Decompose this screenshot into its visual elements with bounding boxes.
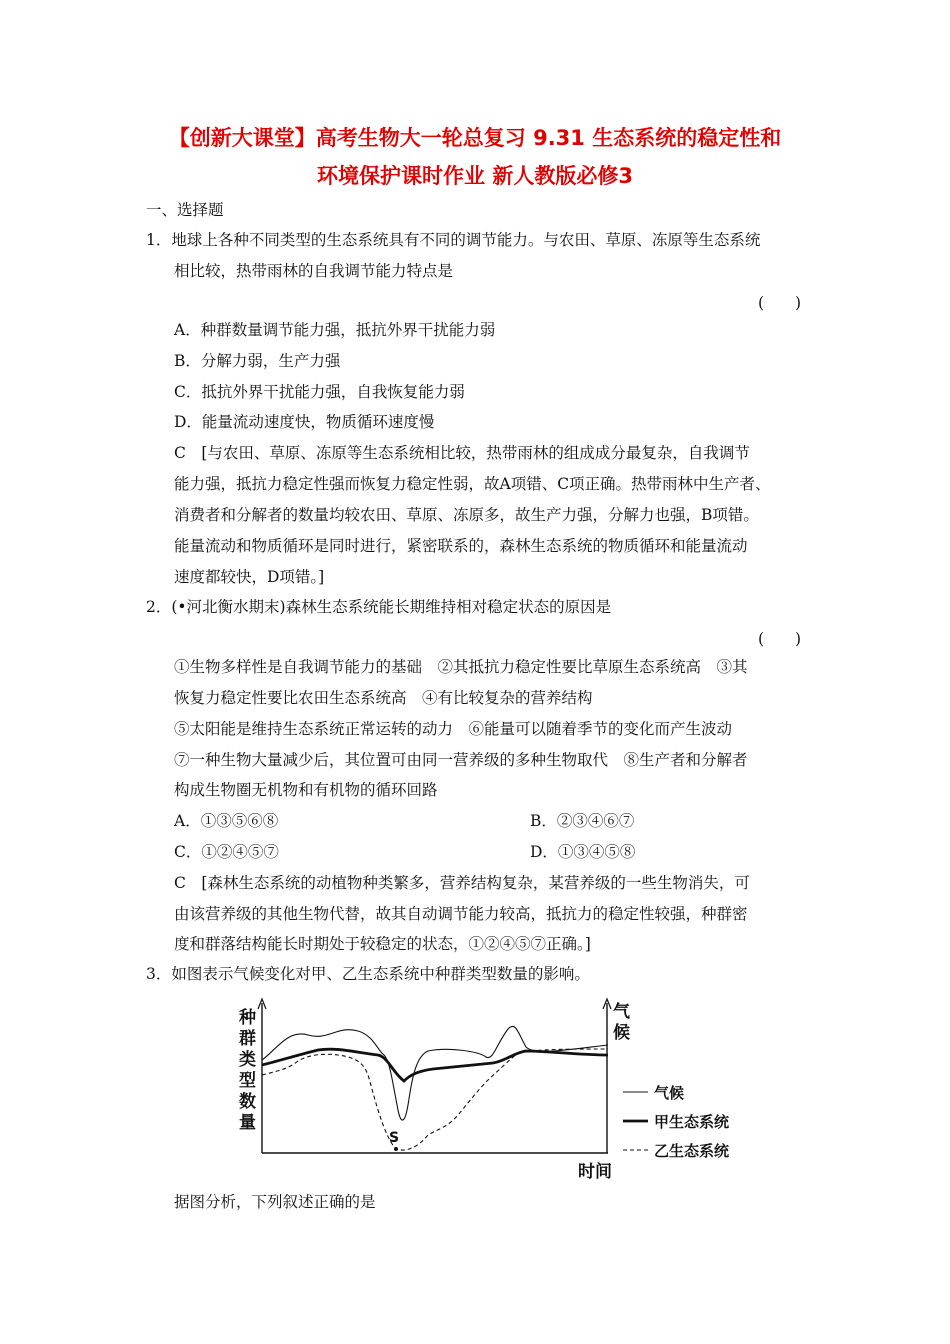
q2-explanation-line3: 度和群落结构能长时期处于较稳定的状态，①②④⑤⑦正确。] [174, 935, 591, 953]
legend-climate-label: 气候 [654, 1084, 685, 1102]
q2-item-line1: ①生物多样性是自我调节能力的基础 ②其抵抗力稳定性要比草原生态系统高 ③其 [174, 658, 748, 676]
q2-item-line2: 恢复力稳定性要比农田生态系统高 ④有比较复杂的营养结构 [174, 689, 593, 707]
q1-explanation-line5: 速度都较快，D项错。] [174, 568, 325, 586]
q2-option-a: A．①③⑤⑥⑧ [174, 812, 279, 830]
q2-explanation-line1: C [森林生态系统的动植物种类繁多，营养结构复杂，某营养级的一些生物消失，可 [174, 874, 750, 892]
q1-option-b: B．分解力弱，生产力强 [174, 352, 341, 370]
q2-item-line4: ⑦一种生物大量减少后，其位置可由同一营养级的多种生物取代 ⑧生产者和分解者 [174, 751, 748, 769]
q3-followup: 据图分析，下列叙述正确的是 [174, 1193, 376, 1211]
axis-label-char: 气 [613, 1002, 630, 1022]
series-ecosystem-yi-line [262, 1049, 608, 1150]
climate-ecosystem-chart [228, 995, 768, 1185]
q2-option-c: C．①②④⑤⑦ [174, 843, 279, 861]
axis-label-char: 候 [613, 1023, 630, 1043]
q1-explanation-line3: 消费者和分解者的数量均较农田、草原、冻原多，故生产力强，分解力也强，B项错。 [174, 506, 759, 524]
x-axis-label: 时间 [578, 1162, 612, 1182]
doc-title-line1: 【创新大课堂】高考生物大一轮总复习 9.31 生态系统的稳定性和 [168, 126, 782, 150]
legend-ecosystem-jia-label: 甲生态系统 [654, 1113, 730, 1131]
y-axis-right-label [613, 1001, 631, 1043]
q1-explanation-line1: C [与农田、草原、冻原等生态系统相比较，热带雨林的组成成分最复杂，自我调节 [174, 444, 750, 462]
axis-label-char: 群 [239, 1029, 256, 1049]
q1-explanation-line2: 能力强，抵抗力稳定性强而恢复力稳定性弱，故A项错、C项正确。热带雨林中生产者、 [174, 475, 771, 493]
axis-label-char: 数 [239, 1092, 256, 1112]
q2-answer-blank: ( ) [758, 630, 802, 648]
q1-option-a: A．种群数量调节能力强，抵抗外界干扰能力弱 [174, 321, 496, 339]
section-heading: 一、选择题 [146, 201, 224, 219]
axis-label-char: 量 [239, 1113, 256, 1133]
q2-option-d: D．①③④⑤⑧ [530, 843, 636, 861]
point-s-marker [394, 1147, 398, 1151]
q2-explanation-line2: 由该营养级的其他生物代替，故其自动调节能力较高，抵抗力的稳定性较强，种群密 [174, 905, 748, 923]
series-ecosystem-jia-line [262, 1049, 608, 1081]
legend-ecosystem-yi-label: 乙生态系统 [654, 1142, 730, 1160]
y-axis-left-label [238, 1008, 256, 1133]
q1-option-d: D．能量流动速度快，物质循环速度慢 [174, 413, 435, 431]
q2-option-b: B．②③④⑥⑦ [530, 812, 635, 830]
q2-item-line3: ⑤太阳能是维持生态系统正常运转的动力 ⑥能量可以随着季节的变化而产生波动 [174, 720, 733, 738]
q2-stem: 2．(•河北衡水期末)森林生态系统能长期维持相对稳定状态的原因是 [146, 598, 612, 616]
q1-explanation-line4: 能量流动和物质循环是同时进行，紧密联系的，森林生态系统的物质循环和能量流动 [174, 537, 748, 555]
axis-label-char: 型 [239, 1071, 256, 1091]
series-climate-line [262, 1026, 608, 1120]
doc-title-line2: 环境保护课时作业 新人教版必修3 [317, 164, 633, 188]
q1-answer-blank: ( ) [758, 294, 802, 312]
q1-stem-line1: 1．地球上各种不同类型的生态系统具有不同的调节能力。与农田、草原、冻原等生态系统 [146, 231, 761, 249]
axis-label-char: 种 [239, 1008, 256, 1028]
point-s-label: S [389, 1130, 400, 1146]
q3-stem: 3．如图表示气候变化对甲、乙生态系统中种群类型数量的影响。 [146, 965, 590, 983]
q2-item-line5: 构成生物圈无机物和有机物的循环回路 [174, 781, 438, 799]
axis-label-char: 类 [239, 1050, 256, 1070]
q1-stem-line2: 相比较，热带雨林的自我调节能力特点是 [174, 262, 454, 280]
q1-option-c: C．抵抗外界干扰能力强，自我恢复能力弱 [174, 383, 465, 401]
